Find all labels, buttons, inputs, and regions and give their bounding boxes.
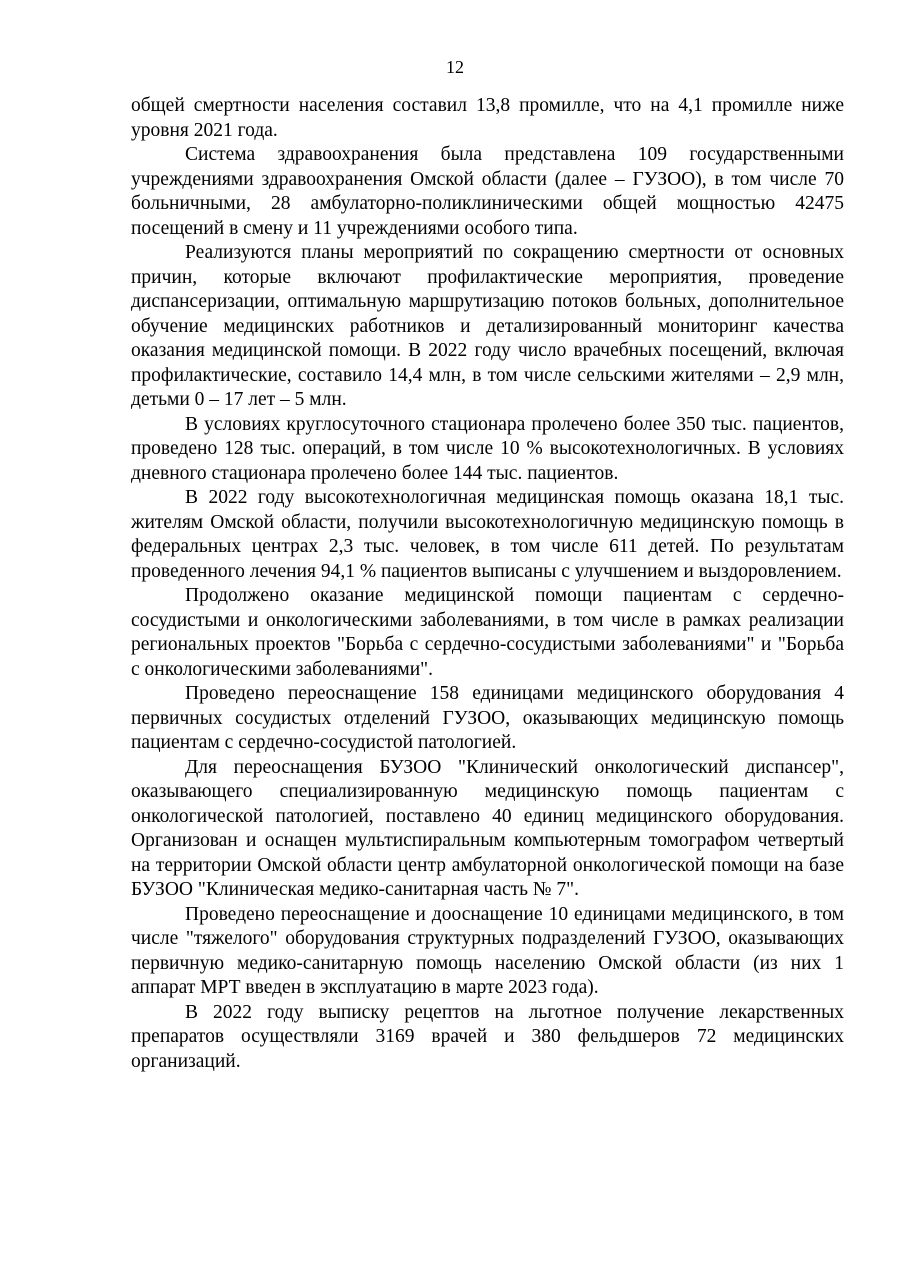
paragraph-mortality-reduction-plans: Реализуются планы мероприятий по сокращению смертности от основных причин, которые включают профилактические мероприятия, проведение диспансеризации, оптимальную маршрутизацию потоков больных, дополнительное обучение медицинских работников и детализированный мониторинг качества оказания медицинской помощи. В 2022 году число врачебных посещений, включая профилактические, составило 14,4 млн, в том числе сельскими жителями – 2,9 млн, детьми 0 – 17 лет – 5 млн. — [131, 242, 844, 410]
paragraph-preferential-prescriptions: В 2022 году выписку рецептов на льготное получение лекарственных препаратов осуществляли 3169 врачей и 380 фельдшеров 72 медицинских организаций. — [131, 1001, 844, 1072]
paragraph-hospital-treatment: В условиях круглосуточного стационара пролечено более 350 тыс. пациентов, проведено 128 тыс. операций, в том числе 10 % высокотехнологичных. В условиях дневного стационара пролечено более 144 тыс. пациентов. — [131, 413, 844, 484]
paragraph-high-tech-care: В 2022 году высокотехнологичная медицинская помощь оказана 18,1 тыс. жителям Омской области, получили высокотехнологичную медицинскую помощь в федеральных центрах 2,3 тыс. человек, в том числе 611 детей. По результатам проведенного лечения 94,1 % пациентов выписаны с улучшением и выздоровлением. — [131, 487, 844, 582]
paragraph-cardio-oncology-care: Продолжено оказание медицинской помощи пациентам с сердечно-сосудистыми и онкологическими заболеваниями, в том числе в рамках реализации региональных проектов "Борьба с сердечно-сосудистыми заболеваниями" и "Борьба с онкологическими заболеваниями". — [131, 585, 844, 680]
paragraph-primary-care-equipment: Проведено переоснащение и дооснащение 10 единицами медицинского, в том числе "тяжелого" оборудования структурных подразделений ГУЗОО, оказывающих первичную медико-санитарную помощь населению Омской области (из них 1 аппарат МРТ введен в эксплуатацию в марте 2023 года). — [131, 903, 844, 998]
paragraph-oncology-dispensary-equipment: Для переоснащения БУЗОО "Клинический онкологический диспансер", оказывающего специализированную медицинскую помощь пациентам с онкологической патологией, поставлено 40 единиц медицинского оборудования. Организован и оснащен мультиспиральным компьютерным томографом четвертый на территории Омской области центр амбулаторной онкологической помощи на базе БУЗОО "Клиническая медико-санитарная часть № 7". — [131, 756, 844, 900]
paragraph-mortality-continuation: общей смертности населения составил 13,8 промилле, что на 4,1 промилле ниже уровня 2021 года. — [131, 95, 844, 141]
page-number: 12 — [446, 57, 464, 77]
paragraph-healthcare-system: Система здравоохранения была представлена 109 государственными учреждениями здравоохранения Омской области (далее – ГУЗОО), в том числе 70 больничными, 28 амбулаторно-поликлиническими общей мощностью 42475 посещений в смену и 11 учреждениями особого типа. — [131, 144, 844, 239]
body-text — [131, 94, 844, 1074]
paragraph-vascular-departments-equipment: Проведено переоснащение 158 единицами медицинского оборудования 4 первичных сосудистых отделений ГУЗОО, оказывающих медицинскую помощь пациентам с сердечно-сосудистой патологией. — [131, 683, 844, 753]
